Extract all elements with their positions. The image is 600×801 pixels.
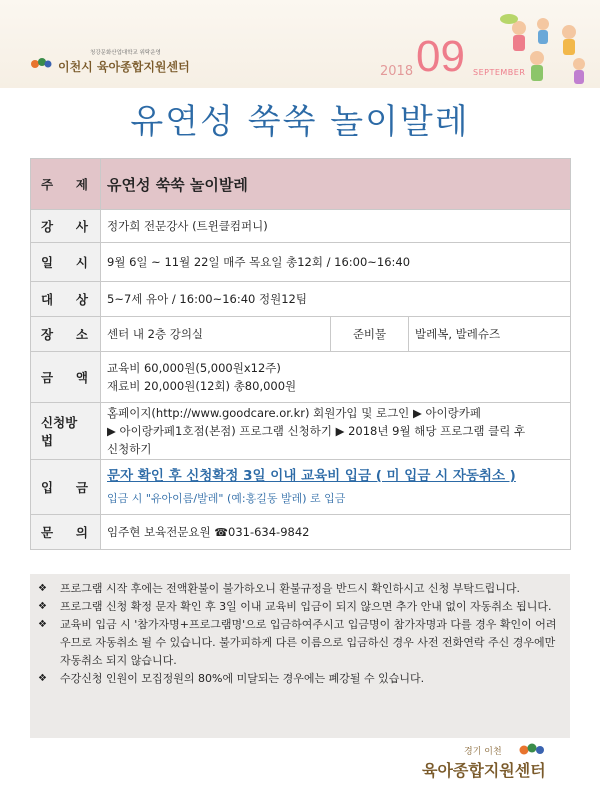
header-banner xyxy=(0,0,600,88)
program-info-table xyxy=(30,158,571,550)
inquiry-contact: 임주현 보육전문요원 xyxy=(107,525,215,539)
notice-item xyxy=(38,616,564,670)
notice-text: 수강신청 인원이 모집정원의 80%에 미달되는 경우에는 폐강될 수 있습니다. xyxy=(60,672,425,685)
row-deposit xyxy=(31,460,571,515)
place-value: 센터 내 2층 강의실 xyxy=(101,317,331,352)
fee-line-materials: 재료비 20,000원(12회) 총80,000원 xyxy=(107,379,297,393)
row-subject xyxy=(31,159,571,210)
notice-item xyxy=(38,670,564,688)
logo-subtitle: 청강문화산업대학교 위탁운영 xyxy=(90,50,161,56)
notice-item xyxy=(38,598,564,616)
row-target xyxy=(31,282,571,317)
notice-text: 프로그램 시작 후에는 전액환불이 불가하오니 환불규정을 반드시 확인하시고 신청 부탁드립니다. xyxy=(60,582,521,595)
target-value: 5~7세 유아 / 16:00~16:40 정원12팀 xyxy=(101,282,571,317)
row-schedule xyxy=(31,243,571,282)
row-apply xyxy=(31,403,571,460)
diamond-bullet-icon: ❖ xyxy=(38,583,47,594)
footer-name: 육아종합지원센터 xyxy=(422,761,546,780)
date-month: 09 xyxy=(416,32,465,81)
lecturer-value: 정가희 전문강사 (트윈클컴퍼니) xyxy=(101,210,571,243)
place-label: 장 소 xyxy=(31,317,101,352)
target-label: 대 상 xyxy=(31,282,101,317)
inquiry-label: 문 의 xyxy=(31,515,101,550)
fee-value xyxy=(101,352,571,403)
schedule-value: 9월 6일 ~ 11월 22일 매주 목요일 총12회 / 16:00~16:40 xyxy=(101,243,571,282)
fee-line-tuition: 교육비 60,000원(5,000원x12주) xyxy=(107,361,281,375)
diamond-bullet-icon: ❖ xyxy=(38,601,47,612)
row-fee xyxy=(31,352,571,403)
notice-item xyxy=(38,580,564,598)
fee-label: 금 액 xyxy=(31,352,101,403)
date-month-label: SEPTEMBER xyxy=(473,68,526,77)
deposit-main-text: 문자 확인 후 신청확정 3일 이내 교육비 입금 ( 미 입금 시 자동취소 ) xyxy=(107,468,516,484)
subject-value xyxy=(101,159,571,210)
subject-label: 주 제 xyxy=(31,159,101,210)
apply-line-1[interactable]: 홈페이지(http://www.goodcare.or.kr) 회원가입 및 로그인 ▶ 아이랑카페 xyxy=(107,406,481,420)
apply-line-3: 신청하기 xyxy=(107,442,152,456)
deposit-note-text: 입금 시 "유아이름/발레" (예:홍길동 발레) 로 입금 xyxy=(107,492,346,505)
diamond-bullet-icon: ❖ xyxy=(38,619,47,630)
row-lecturer xyxy=(31,210,571,243)
center-emblem-icon xyxy=(518,742,546,756)
diamond-bullet-icon: ❖ xyxy=(38,673,47,684)
apply-line-2: ▶ 아이랑카페1호점(본점) 프로그램 신청하기 ▶ 2018년 9월 해당 프로그램 클릭 후 xyxy=(107,424,526,438)
phone-icon: ☎ xyxy=(214,526,228,539)
inquiry-phone[interactable]: 031-634-9842 xyxy=(228,525,310,539)
supplies-value: 발레복, 발레슈즈 xyxy=(409,317,571,352)
supplies-label: 준비물 xyxy=(331,317,409,352)
footer-logo xyxy=(420,742,580,798)
row-place xyxy=(31,317,571,352)
schedule-label: 일 시 xyxy=(31,243,101,282)
apply-label: 신청방법 xyxy=(31,403,101,460)
date-year: 2018 xyxy=(380,64,414,79)
notice-text: 교육비 입금 시 '참가자명+프로그램명'으로 입금하여주시고 입금명이 참가자명과 다를 경우 확인이 어려우므로 자동취소 될 수 있습니다. 불가피하게 다른 이름으로 입금하신 경우 사전 전화연락 주신 경우에만 자동취소 되지 않습니다. xyxy=(60,618,557,667)
deposit-label: 입 금 xyxy=(31,460,101,515)
row-inquiry xyxy=(31,515,571,550)
center-emblem-icon xyxy=(30,56,52,70)
subject-text: 유연성 쑥쑥 놀이발레 xyxy=(107,175,248,194)
notice-text: 프로그램 신청 확정 문자 확인 후 3일 이내 교육비 입금이 되지 않으면 추가 안내 없이 자동취소 됩니다. xyxy=(60,600,552,613)
lecturer-label: 강 사 xyxy=(31,210,101,243)
notice-box xyxy=(30,574,570,738)
logo-name: 이천시 육아종합지원센터 xyxy=(58,60,190,74)
page-title: 유연성 쑥쑥 놀이발레 xyxy=(130,102,470,142)
footer-region: 경기 이천 xyxy=(464,747,502,757)
deposit-value xyxy=(101,460,571,515)
children-illustration-icon xyxy=(497,14,597,86)
apply-value xyxy=(101,403,571,460)
inquiry-value xyxy=(101,515,571,550)
